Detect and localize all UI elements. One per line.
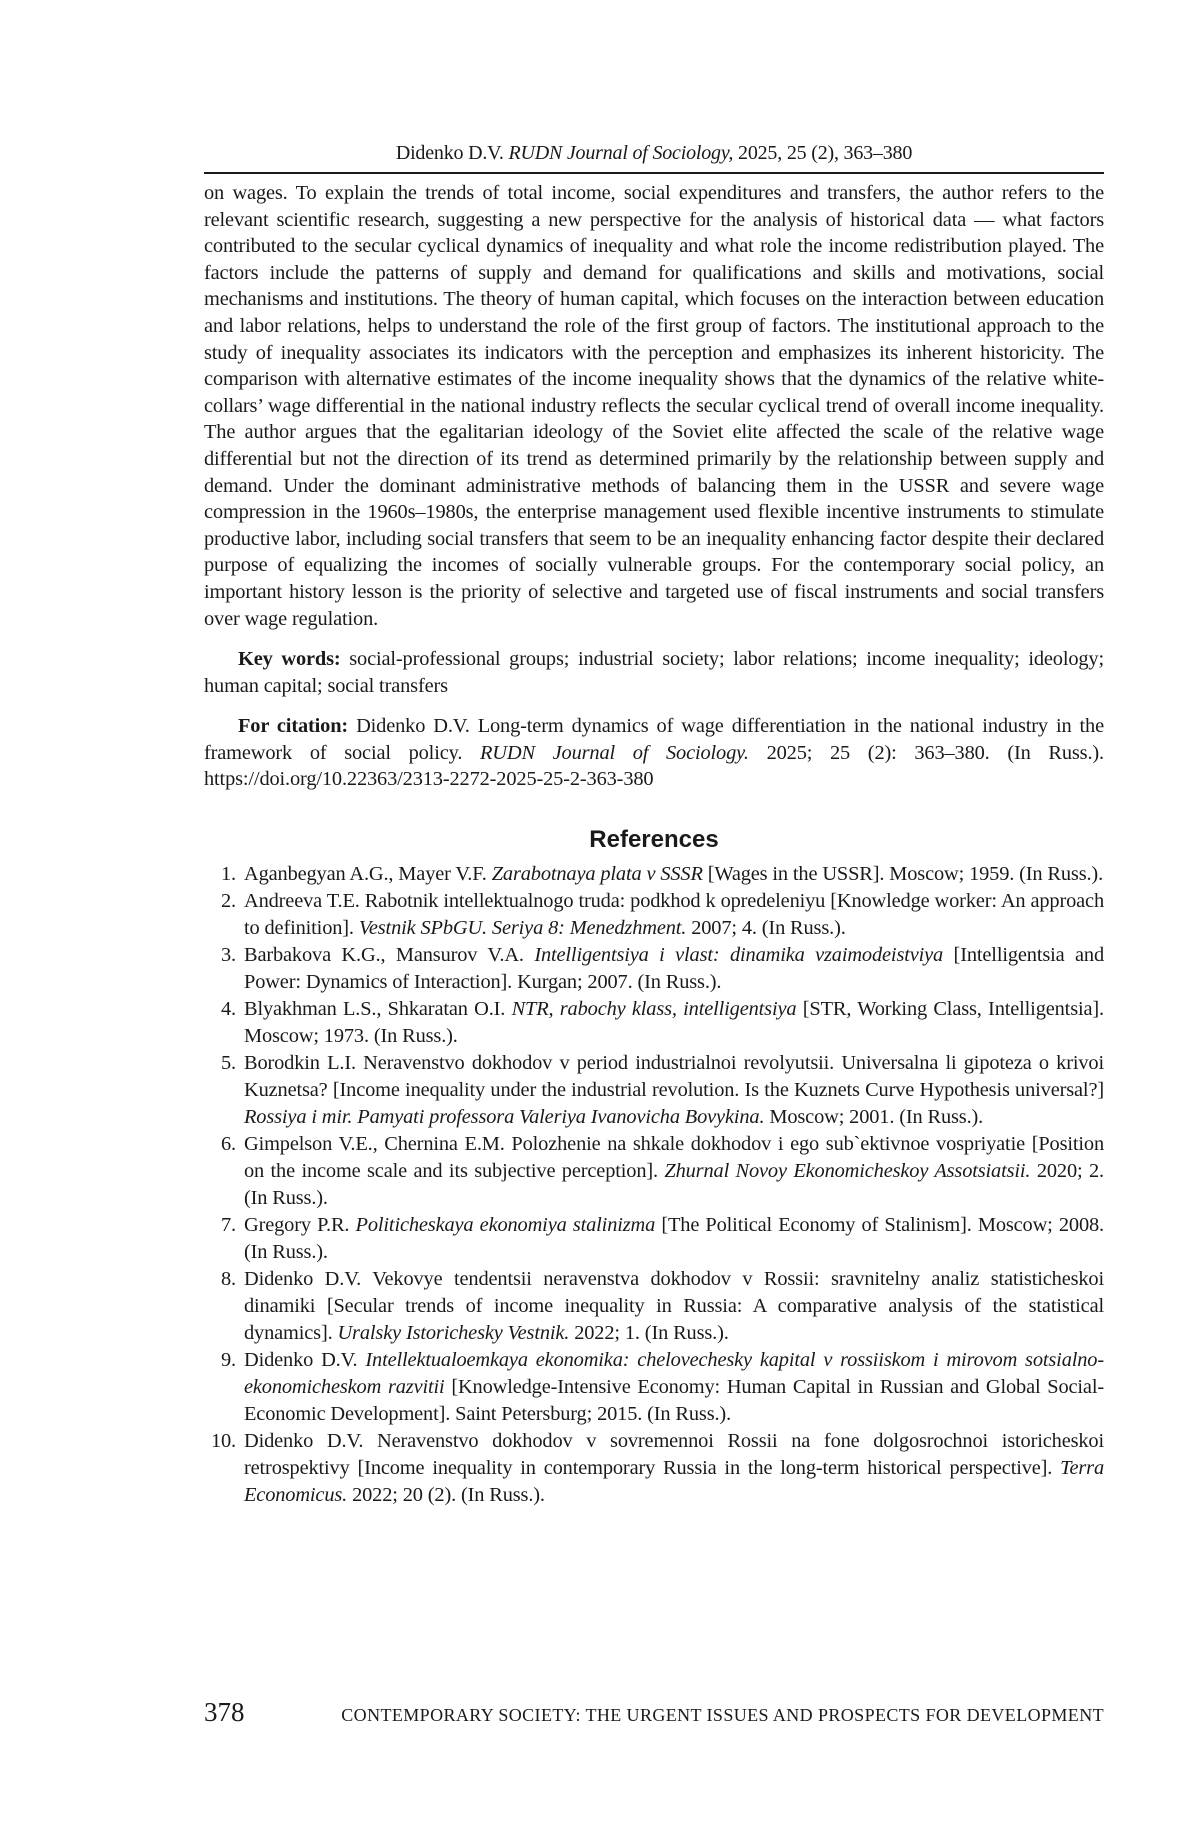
reference-number: 2. (221, 890, 236, 913)
reference-number: 5. (221, 1052, 236, 1075)
references-list (204, 861, 1104, 1509)
reference-details: 2022; 20 (2). (In Russ.). (347, 1484, 545, 1507)
reference-number: 1. (221, 863, 236, 886)
reference-item (204, 861, 1104, 888)
reference-number: 3. (221, 944, 236, 967)
reference-title-italic: Intellektualoemkaya ekonomika: chelovechesky kapital v rossiiskom i mirovom sotsialno-ekonomicheskom razvitii (244, 1349, 1104, 1399)
reference-details: [The Political Economy of Stalinism]. Moscow; 2008. (In Russ.). (244, 1214, 1104, 1264)
running-head-journal: RUDN Journal of Sociology, (508, 142, 734, 164)
reference-number: 6. (221, 1133, 236, 1156)
reference-number: 8. (221, 1268, 236, 1291)
references-heading: References (589, 826, 719, 854)
reference-title-italic: NTR, rabochy klass, intelligentsiya (511, 998, 797, 1021)
reference-authors: Didenko D.V. Neravenstvo dokhodov v sovremennoi Rossii na fone dolgosrochnoi istoricheskoi retrospektivy [Income inequality in contemporary Russia in the long-term historical perspective]. (244, 1430, 1104, 1480)
citation-label: For citation: (238, 715, 349, 738)
page-body (204, 140, 1104, 1509)
reference-details: [STR, Working Class, Intelligentsia]. Moscow; 1973. (In Russ.). (244, 998, 1104, 1048)
reference-authors: Gimpelson V.E., Chernina E.M. Polozhenie na shkale dokhodov i ego sub`ektivnoe vospriyatie [Position on the income scale and its subjective perception]. (244, 1133, 1104, 1183)
reference-authors: Didenko D.V. (244, 1349, 366, 1372)
keywords-label: Key words: (238, 648, 341, 671)
reference-number: 9. (221, 1349, 236, 1372)
reference-item (204, 1050, 1104, 1131)
reference-authors: Didenko D.V. Vekovye tendentsii neravenstva dokhodov v Rossii: sravnitelny analiz statisticheskoi dinamiki [Secular trends of income inequality in Russia: A comparative analysis of the statistical dynamics]. (244, 1268, 1104, 1345)
citation-text: Didenko D.V. Long-term dynamics of wage differentiation in the national industry in the framework of social policy. (204, 715, 1105, 764)
reference-number: 4. (221, 998, 236, 1021)
reference-title-italic: Zhurnal Novoy Ekonomicheskoy Assotsiatsii. (664, 1160, 1031, 1183)
reference-details: 2007; 4. (In Russ.). (686, 917, 846, 940)
reference-item (204, 1428, 1104, 1509)
reference-title-italic: Intelligentsiya i vlast: dinamika vzaimodeistviya (534, 944, 944, 967)
reference-details: 2020; 2. (In Russ.). (244, 1160, 1104, 1210)
reference-title-italic: Politicheskaya ekonomiya stalinizma (355, 1214, 656, 1237)
citation-journal: RUDN Journal of Sociology. (480, 741, 749, 764)
running-head (204, 140, 1104, 172)
reference-details: [Knowledge-Intensive Economy: Human Capital in Russian and Global Social-Economic Development]. Saint Petersburg; 2015. (In Russ.). (244, 1376, 1104, 1426)
reference-authors: Barbakova K.G., Mansurov V.A. (244, 944, 535, 967)
reference-item (204, 996, 1104, 1050)
citation-doi[interactable]: 2025; 25 (2): 363–380. (In Russ.). https://doi.org/10.22363/2313-2272-2025-25-2-363-380 (204, 741, 1104, 791)
reference-item (204, 888, 1104, 942)
reference-item (204, 1212, 1104, 1266)
reference-title-italic: Rossiya i mir. Pamyati professora Valeriya Ivanovicha Bovykina. (244, 1106, 765, 1129)
page-number: 378 (204, 1697, 245, 1727)
reference-authors: Andreeva T.E. Rabotnik intellektualnogo truda: podkhod k opredeleniyu [Knowledge worker: An approach to definition]. (244, 890, 1104, 940)
reference-title-italic: Uralsky Istorichesky Vestnik. (337, 1322, 570, 1345)
reference-details: [Wages in the USSR]. Moscow; 1959. (In Russ.). (702, 863, 1104, 886)
abstract-text: on wages. To explain the trends of total income, social expenditures and transfers, the author refers to the relevant scientific research, suggesting a new perspective for the analysis of historical data — what factors contributed to the secular cyclical dynamics of inequality and what role the income redistribution played. The factors include the patterns of supply and demand for qualifications and skills and motivations, social mechanisms and institutions. The theory of human capital, which focuses on the interaction between education and labor relations, helps to understand the role of the first group of factors. The institutional approach to the study of inequality associates its indicators with the perception and emphasizes its inherent historicity. The comparison with alternative estimates of the income inequality shows that the dynamics of the relative white-collars’ wage differential in the national industry reflects the secular cyclical trend of overall income inequality. The author argues that the egalitarian ideology of the Soviet elite affected the scale of the relative wage differential but not the direction of its trend as determined primarily by the relationship between supply and demand. Under the dominant administrative methods of balancing them in the USSR and severe wage compression in the 1960s–1980s, the enterprise management used flexible incentive instruments to stimulate productive labor, including social transfers that seem to be an inequality enhancing factor despite their declared purpose of equalizing the incomes of socially vulnerable groups. For the contemporary social policy, an important history lesson is the priority of selective and targeted use of fiscal instruments and social transfers over wage regulation. (204, 182, 1104, 630)
reference-details: Moscow; 2001. (In Russ.). (764, 1106, 984, 1129)
reference-authors: Gregory P.R. (244, 1214, 356, 1237)
page-footer (204, 1697, 1104, 1728)
reference-details: 2022; 1. (In Russ.). (569, 1322, 729, 1345)
reference-authors: Borodkin L.I. Neravenstvo dokhodov v period industrialnoi revolyutsii. Universalna li gipoteza o krivoi Kuznetsa? [Income inequality under the industrial revolution. Is the Kuznets Curve Hypothesis universal?] (244, 1052, 1104, 1102)
running-head-author: Didenko D.V. (395, 142, 504, 164)
reference-item (204, 942, 1104, 996)
running-head-details: 2025, 25 (2), 363–380 (738, 142, 913, 164)
reference-title-italic: Vestnik SPbGU. Seriya 8: Menedzhment. (358, 917, 687, 940)
reference-details: [Intelligentsia and Power: Dynamics of Interaction]. Kurgan; 2007. (In Russ.). (244, 944, 1104, 994)
header-rule (204, 172, 1104, 174)
reference-item (204, 1266, 1104, 1347)
reference-title-italic: Terra Economicus. (244, 1457, 1104, 1507)
reference-title-italic: Zarabotnaya plata v SSSR (491, 863, 703, 886)
reference-item (204, 1131, 1104, 1212)
reference-number: 10. (210, 1430, 236, 1453)
keywords (204, 646, 1104, 699)
reference-authors: Blyakhman L.S., Shkaratan O.I. (244, 998, 512, 1021)
keywords-text: social-professional groups; industrial society; labor relations; income inequality; ideology; human capital; social transfers (204, 648, 1104, 697)
reference-number: 7. (221, 1214, 236, 1237)
reference-authors: Aganbegyan A.G., Mayer V.F. (244, 863, 492, 886)
citation (204, 713, 1104, 793)
reference-item (204, 1347, 1104, 1428)
journal-section-title: CONTEMPORARY SOCIETY: THE URGENT ISSUES AND PROSPECTS FOR DEVELOPMENT (341, 1705, 1104, 1725)
